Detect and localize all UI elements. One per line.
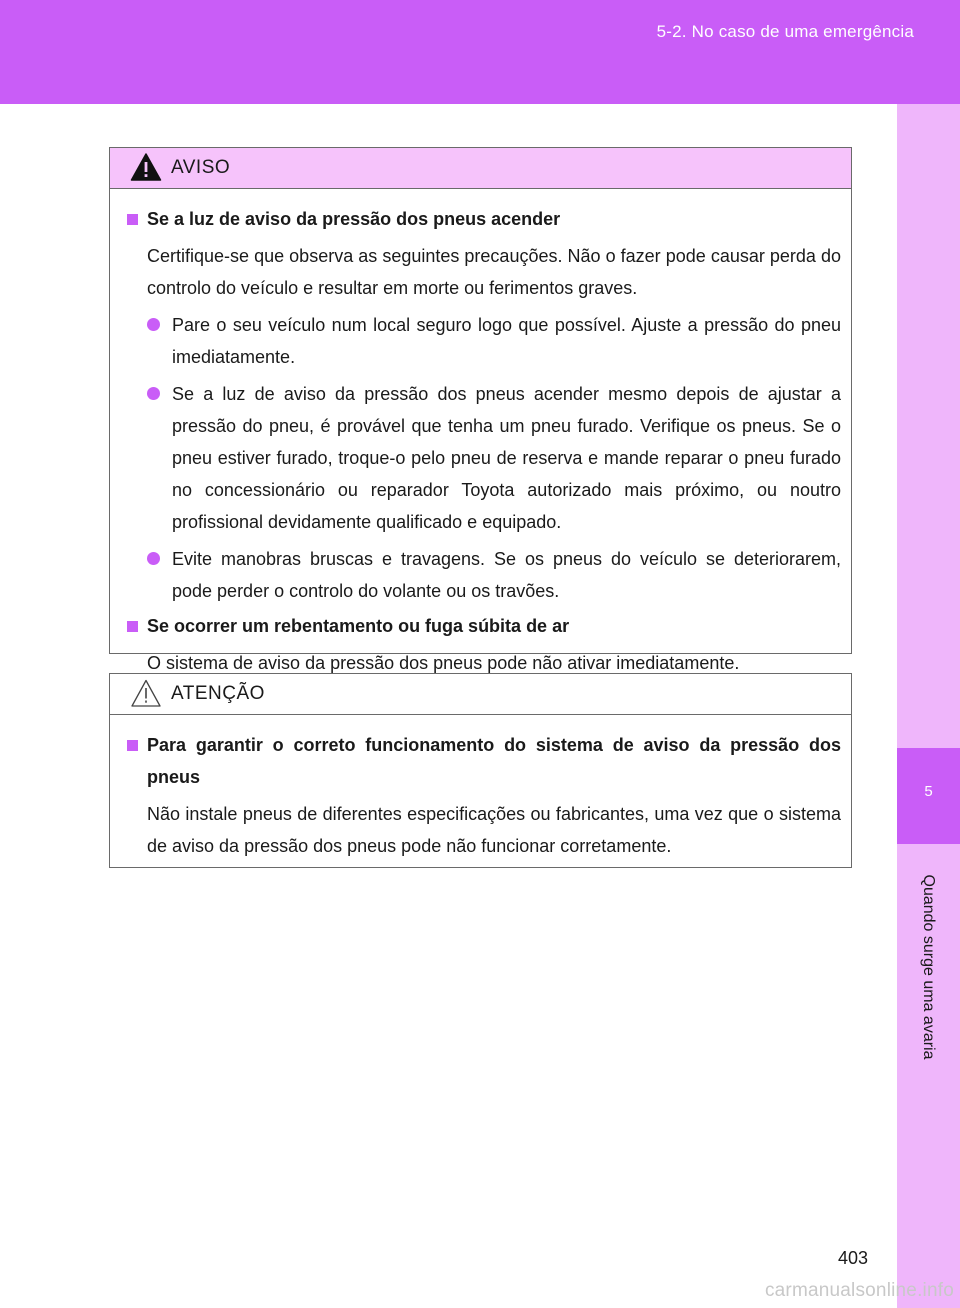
list-item-text: Se a luz de aviso da pressão dos pneus acender mesmo depois de ajustar a pressão do pneu, é provável que tenha um pneu furado. Verifique os pneus. Se o pneu estiver furado, troque-o pelo pneu de reserva e mande reparar o pneu furado no concessionário ou reparador Toyota autorizado mais próximo, ou noutro profissional devidamente qualificado e equipado.	[172, 384, 841, 532]
item-heading: Se a luz de aviso da pressão dos pneus acender	[147, 209, 561, 229]
caution-box-body	[110, 715, 851, 878]
warning-item	[127, 610, 841, 679]
page-number: 403	[838, 1248, 869, 1268]
chapter-number: 5	[924, 783, 933, 800]
warning-box-body	[110, 189, 851, 695]
section-title: 5-2. No caso de uma emergência	[656, 22, 914, 41]
square-bullet-icon	[127, 214, 138, 225]
item-heading: Para garantir o correto funcionamento do sistema de aviso da pressão dos pneus	[147, 735, 841, 787]
item-text: O sistema de aviso da pressão dos pneus pode não ativar imediatamente.	[147, 653, 740, 673]
square-bullet-icon	[127, 740, 138, 751]
dot-bullet-icon	[147, 318, 160, 331]
warning-box-title: AVISO	[171, 157, 231, 178]
warning-box-header	[110, 148, 851, 189]
warning-item	[127, 203, 841, 607]
item-text: Não instale pneus de diferentes especificações ou fabricantes, uma vez que o sistema de aviso da pressão dos pneus pode não funcionar corretamente.	[147, 804, 841, 856]
caution-box-header	[110, 674, 851, 715]
warning-box	[109, 147, 852, 673]
warning-triangle-outline-icon	[130, 678, 162, 708]
dot-bullet-icon	[147, 387, 160, 400]
item-heading: Se ocorrer um rebentamento ou fuga súbita de ar	[147, 616, 570, 636]
caution-box-title: ATENÇÃO	[171, 683, 265, 704]
list-item-text: Evite manobras bruscas e travagens. Se os pneus do veículo se deteriorarem, pode perder o controlo do volante ou os travões.	[172, 549, 841, 601]
list-item	[147, 543, 841, 607]
item-text: Certifique-se que observa as seguintes precauções. Não o fazer pode causar perda do controlo do veículo e resultar em morte ou ferimentos graves.	[147, 246, 841, 298]
square-bullet-icon	[127, 621, 138, 632]
warning-triangle-filled-icon	[130, 152, 162, 182]
watermark: carmanualsonline.info	[764, 1280, 954, 1301]
caution-item	[127, 729, 841, 862]
chapter-title: Quando surge uma avaria	[920, 874, 937, 1060]
list-item	[147, 378, 841, 538]
side-tab	[897, 104, 960, 1308]
header-band	[0, 0, 960, 104]
caution-box	[109, 673, 852, 868]
list-item-text: Pare o seu veículo num local seguro logo que possível. Ajuste a pressão do pneu imediatamente.	[172, 315, 841, 367]
list-item	[147, 309, 841, 373]
dot-bullet-icon	[147, 552, 160, 565]
